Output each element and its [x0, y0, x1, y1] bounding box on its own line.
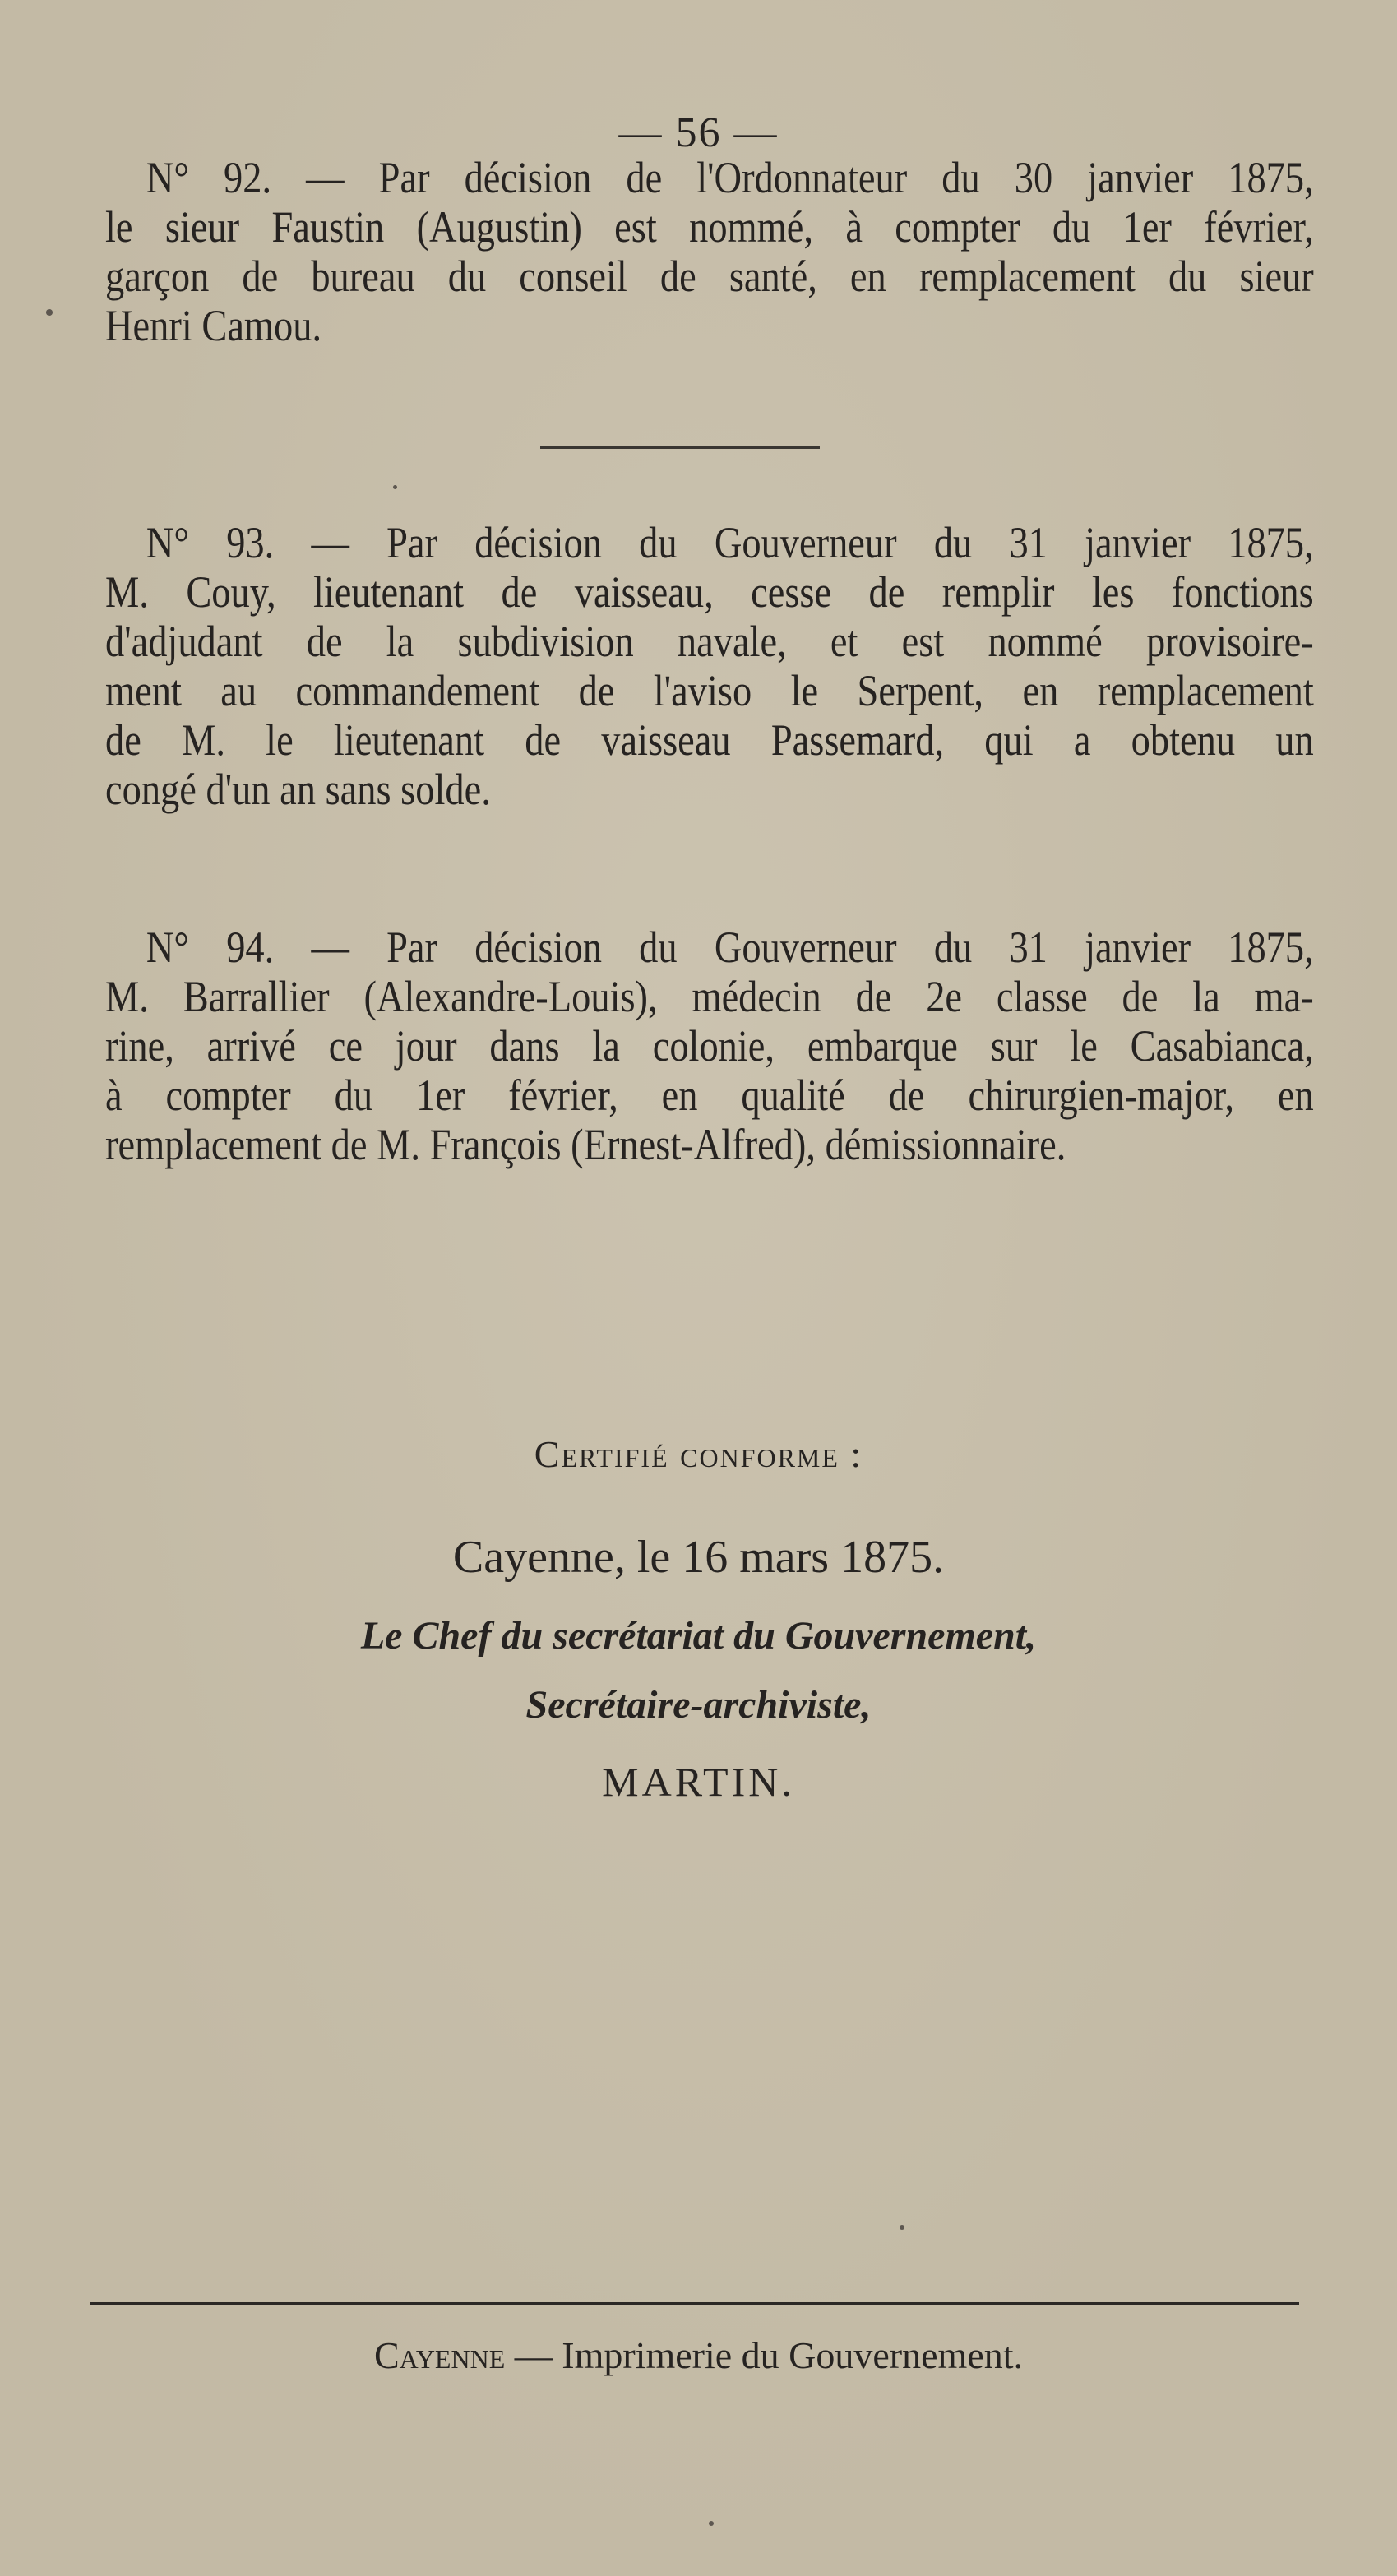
- entry-94-line-5: remplacement de M. François (Ernest-Alfred), démissionnaire.: [105, 1120, 1066, 1169]
- entry-93-line-4: ment au commandement de l'aviso le Serpent, en remplacement: [105, 666, 1314, 715]
- page-number: — 56 —: [618, 109, 779, 156]
- entry-94-line-1: N° 94. — Par décision du Gouverneur du 31 janvier 1875,: [146, 923, 1314, 972]
- printer-footer: [0, 2333, 1397, 2377]
- footer-printer: Imprimerie du Gouvernement.: [562, 2334, 1024, 2376]
- certification-role-line-2: Secrétaire-archiviste,: [525, 1683, 872, 1727]
- paper-speck: [709, 2521, 714, 2526]
- entry-93-line-6: congé d'un an sans solde.: [105, 765, 491, 814]
- entry-94-line-2: M. Barrallier (Alexandre-Louis), médecin de 2e classe de la ma-: [105, 972, 1314, 1021]
- entry-93-line-2: M. Couy, lieutenant de vaisseau, cesse de remplir les fonctions: [105, 567, 1314, 617]
- footer-place: Cayenne: [373, 2334, 506, 2376]
- entry-93: [105, 518, 1314, 814]
- paper-speck: [900, 2225, 904, 2230]
- certification-date: Cayenne, le 16 mars 1875.: [452, 1532, 945, 1583]
- entry-93-line-5: de M. le lieutenant de vaisseau Passemard, qui a obtenu un: [105, 715, 1314, 765]
- entry-94-line-3: rine, arrivé ce jour dans la colonie, embarque sur le Casabianca,: [105, 1021, 1314, 1071]
- entry-92-line-4: Henri Camou.: [105, 301, 322, 350]
- entry-93-line-3: d'adjudant de la subdivision navale, et est nommé provisoire-: [105, 617, 1314, 666]
- certification-role-line-1: Le Chef du secrétariat du Gouvernement,: [360, 1614, 1037, 1658]
- footer-separator: —: [505, 2334, 562, 2376]
- footer-rule: [90, 2302, 1299, 2305]
- entry-92-line-3: garçon de bureau du conseil de santé, en remplacement du sieur: [105, 252, 1314, 301]
- entry-92: [105, 153, 1314, 350]
- section-divider: [540, 446, 820, 449]
- entry-92-line-1: N° 92. — Par décision de l'Ordonnateur du 30 janvier 1875,: [146, 153, 1314, 202]
- signature-name: MARTIN.: [602, 1759, 795, 1805]
- entry-94: [105, 923, 1314, 1169]
- paper-speck: [393, 485, 397, 489]
- entry-94-line-4: à compter du 1er février, en qualité de chirurgien-major, en: [105, 1071, 1314, 1120]
- entry-92-line-2: le sieur Faustin (Augustin) est nommé, à compter du 1er février,: [105, 202, 1314, 252]
- certification-title: Certifié conforme :: [534, 1433, 863, 1475]
- entry-93-line-1: N° 93. — Par décision du Gouverneur du 31 janvier 1875,: [146, 518, 1314, 567]
- paper-speck: [46, 309, 53, 316]
